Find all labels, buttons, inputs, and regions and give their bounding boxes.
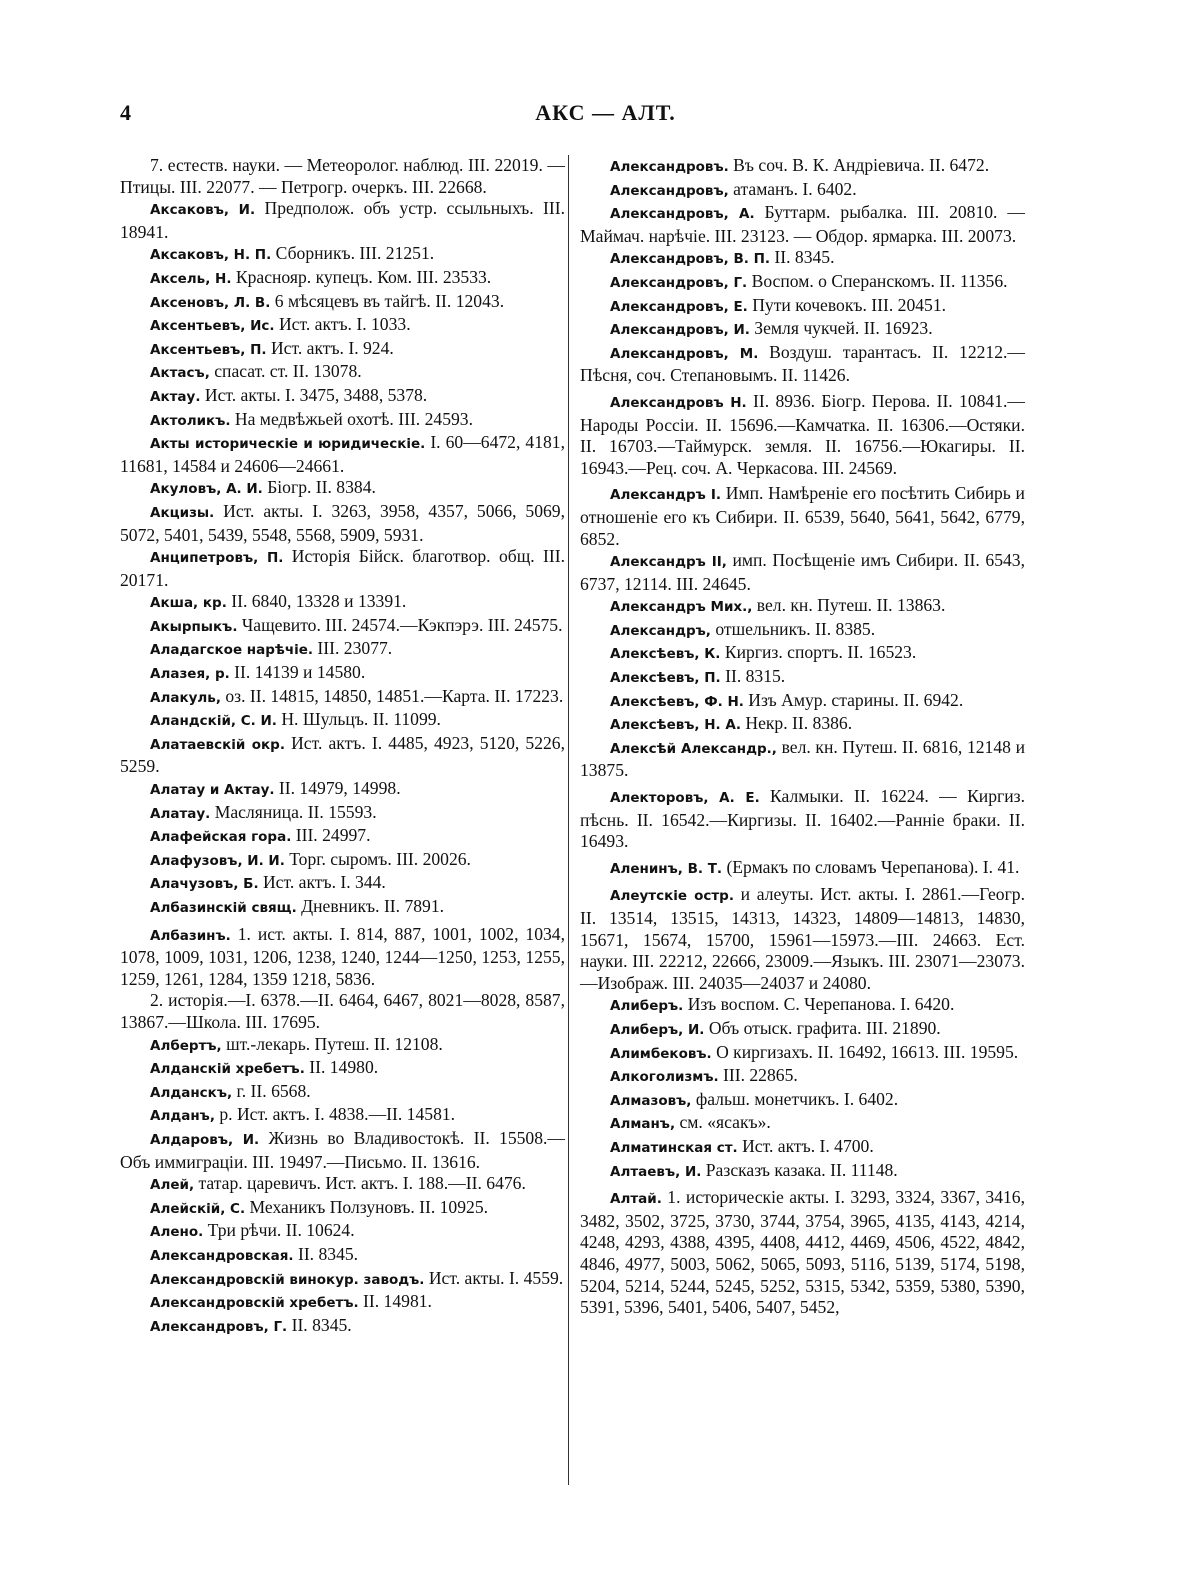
entry-headword: Александровъ Н. <box>610 394 747 411</box>
entry-text: Предполож. объ устр. ссыльныхъ. III. 18941. <box>120 198 565 242</box>
entry-text: II. 14980. <box>304 1057 379 1078</box>
index-entry <box>120 924 565 991</box>
entry-headword: Александровъ, И. <box>610 322 750 339</box>
entry-headword: Алдаровъ, И. <box>150 1131 260 1148</box>
entry-headword: Аксаковъ, И. <box>150 202 256 219</box>
entry-text: II. 8936. Біогр. Перова. II. 10841.—Народы Россіи. II. 15696.—Камчатка. II. 16306.—Остяки. II. 16703.—Таймурск. земля. II. 16756.—Юкагиры. II. 16943.—Рец. соч. А. Черкасова. III. 24569. <box>580 390 1026 478</box>
entry-text: и алеуты. Ист. акты. I. 2861.—Геогр. II. 13514, 13515, 14313, 14323, 14809—14813, 14830, 15671, 15674, 15700, 15961—15973.—III. 24663. Ест. науки. III. 22212, 22666, 23009.—Языкъ. III. 23071—23073.—Изображ. III. 24035—24037 и 24080. <box>580 884 1025 993</box>
entry-text: II. 8345. <box>293 1243 359 1264</box>
entry-headword: Александровъ, А. <box>610 206 755 223</box>
index-entry <box>580 713 1025 737</box>
entry-headword: Алачузовъ, Б. <box>150 876 259 893</box>
entry-text: татар. царевичъ. Ист. актъ. I. 188.—II. 6476. <box>194 1173 526 1194</box>
entry-headword: Алтай. <box>610 1191 662 1208</box>
entry-text: 1. историческіе акты. I. 3293, 3324, 3367, 3416, 3482, 3502, 3725, 3730, 3744, 3754, 3965, 4135, 4143, 4214, 4248, 4293, 4388, 4395, 4408, 4412, 4469, 4506, 4522, 4842, 4846, 4977, 5003, 5062, 5065, 5093, 5116, 5139, 5174, 5198, 5204, 5214, 5244, 5245, 5252, 5315, 5342, 5359, 5380, 5390, 5391, 5396, 5401, 5406, 5407, 5452, <box>580 1187 1025 1318</box>
entry-headword: Александровъ. <box>610 159 729 175</box>
index-entry <box>120 267 565 291</box>
index-entry <box>120 1057 565 1081</box>
entry-text: р. Ист. актъ. I. 4838.—II. 14581. <box>214 1104 456 1125</box>
entry-text: см. «ясакъ». <box>675 1112 771 1133</box>
entry-headword: Алафузовъ, И. И. <box>150 852 285 869</box>
right-column <box>580 155 1025 1319</box>
entry-headword: Алеутскіе остр. <box>610 888 734 905</box>
index-entry <box>580 884 1025 994</box>
index-entry <box>120 501 565 546</box>
entry-text: Киргиз. спортъ. II. 16523. <box>720 642 917 663</box>
entry-headword: Актоликъ. <box>150 412 231 429</box>
entry-text: отшельникъ. II. 8385. <box>710 618 876 639</box>
entry-text: оз. II. 14815, 14850, 14851.—Карта. II. 17223. <box>220 685 564 706</box>
entry-headword: Аксентьевъ, Ис. <box>150 318 275 335</box>
entry-headword: Алексѣевъ, К. <box>610 646 721 663</box>
entry-headword: Алкоголизмъ. <box>610 1069 719 1086</box>
index-entry <box>580 994 1025 1018</box>
entry-headword: Алматинская ст. <box>610 1139 738 1156</box>
index-entry <box>120 1291 565 1315</box>
entry-headword: Александровъ, В. П. <box>610 251 770 268</box>
entry-headword: Алено. <box>150 1224 204 1241</box>
entry-headword: Алмазовъ, <box>610 1092 692 1109</box>
index-entry <box>120 361 565 385</box>
entry-text: имп. Посѣщеніе имъ Сибири. II. 6543, 6737, 12114. III. 24645. <box>580 550 1025 594</box>
index-entry <box>120 243 565 267</box>
entry-text: Калмыки. II. 16224. — Киргиз. пѣснь. II. 16542.—Киргизы. II. 16402.—Ранніе браки. II. 16493. <box>580 786 1025 852</box>
entry-text: Пути кочевокъ. III. 20451. <box>747 294 947 315</box>
entry-text: II. 14981. <box>358 1291 432 1312</box>
entry-headword: Анципетровъ, П. <box>150 550 284 567</box>
entry-headword: Актау. <box>150 388 201 405</box>
entry-headword: Александровскій хребетъ. <box>150 1295 359 1312</box>
entry-text: I. 60—6472, 4181, 11681, 14584 и 24606—24661. <box>120 432 565 476</box>
entry-headword: Актасъ, <box>150 365 210 382</box>
entry-text: Сборникъ. III. 21251. <box>271 243 435 264</box>
column-divider <box>568 155 569 1485</box>
entry-headword: Алафейская гора. <box>150 829 292 846</box>
entry-text: г. II. 6568. <box>232 1080 311 1101</box>
index-entry <box>120 733 565 778</box>
index-entry <box>120 615 565 639</box>
index-entry <box>120 198 565 243</box>
entry-headword: Алманъ, <box>610 1116 676 1133</box>
entry-text: III. 22865. <box>718 1065 798 1086</box>
page-number: 4 <box>120 100 131 125</box>
entry-headword: Александровъ, <box>610 182 729 199</box>
entry-text: Краснояр. купецъ. Ком. III. 23533. <box>231 266 492 287</box>
index-entry <box>580 247 1025 271</box>
entry-headword: Алимбековъ. <box>610 1045 712 1062</box>
index-entry <box>580 619 1025 643</box>
index-entry <box>120 802 565 826</box>
entry-text: Ист. акты. I. 4559. <box>424 1267 564 1288</box>
index-entry <box>120 778 565 802</box>
entry-headword: Алатаевскій окр. <box>150 736 285 753</box>
index-entry <box>120 1197 565 1221</box>
entry-text: II. 8345. <box>287 1314 352 1335</box>
entry-text: 7. естеств. науки. — Метеоролог. наблюд. III. 22019. — Птицы. III. 22077. — Петрогр. очеркъ. III. 22668. <box>120 155 565 197</box>
entry-headword: Албазинъ. <box>150 927 231 944</box>
entry-headword: Алексѣй Александр., <box>610 740 777 757</box>
entry-text: II. 14139 и 14580. <box>229 662 366 683</box>
entry-text: Ист. актъ. I. 1033. <box>274 314 411 335</box>
entry-text: атаманъ. I. 6402. <box>728 178 857 199</box>
index-entry <box>580 1065 1025 1089</box>
index-entry <box>120 1081 565 1105</box>
index-entry <box>580 1136 1025 1160</box>
index-entry <box>580 1018 1025 1042</box>
index-entry <box>120 591 565 615</box>
index-entry <box>120 1244 565 1268</box>
index-entry <box>580 318 1025 342</box>
entry-headword: Алекторовъ, А. Е. <box>610 790 760 807</box>
entry-headword: Алтаевъ, И. <box>610 1163 702 1180</box>
index-entry <box>580 1112 1025 1136</box>
index-entry <box>120 1104 565 1128</box>
entry-text: Торг. сыромъ. III. 20026. <box>284 848 471 869</box>
entry-text: Земля чукчей. II. 16923. <box>749 318 933 339</box>
index-entry <box>120 409 565 433</box>
entry-text: Некр. II. 8386. <box>740 713 853 734</box>
entry-headword: Алазея, р. <box>150 666 230 683</box>
index-entry <box>120 477 565 501</box>
entry-text: Біогр. II. 8384. <box>262 477 376 498</box>
index-entry <box>580 155 1025 179</box>
entry-text: Изъ Амур. старины. II. 6942. <box>743 689 964 710</box>
entry-text: II. 6840, 13328 и 13391. <box>226 591 407 612</box>
entry-text: вел. кн. Путеш. II. 6816, 12148 и 13875. <box>580 736 1026 781</box>
entry-headword: Алатау. <box>150 805 211 822</box>
entry-text: Воздуш. тарантасъ. II. 12212.—Пѣсня, соч. Степановымъ. II. 11426. <box>580 341 1026 386</box>
entry-text: Н. Шульцъ. II. 11099. <box>276 709 441 730</box>
index-entry <box>120 896 565 920</box>
index-entry <box>120 1315 565 1339</box>
entry-text: Ист. актъ. I. 4700. <box>737 1135 874 1156</box>
index-entry <box>580 202 1025 247</box>
entry-headword: Александровъ, Е. <box>610 298 748 315</box>
entry-text: шт.-лекарь. Путеш. II. 12108. <box>221 1033 443 1054</box>
index-entry <box>580 642 1025 666</box>
entry-headword: Аксаковъ, Н. П. <box>150 247 272 264</box>
entry-headword: Алданскъ, <box>150 1084 233 1101</box>
entry-headword: Александровская. <box>150 1247 294 1264</box>
entry-text: III. 24997. <box>291 825 371 846</box>
index-entry <box>580 595 1025 619</box>
entry-text: Чащевито. III. 24574.—Кэкпэрэ. III. 24575. <box>237 614 563 635</box>
index-entry <box>120 546 565 591</box>
entry-text: II. 8315. <box>720 666 786 687</box>
entry-text: фальш. монетчикъ. I. 6402. <box>691 1088 899 1109</box>
entry-text: Механикъ Ползуновъ. II. 10925. <box>245 1196 489 1217</box>
index-entry <box>120 1268 565 1292</box>
entry-text: Три рѣчи. II. 10624. <box>203 1220 355 1241</box>
index-entry <box>580 1187 1025 1319</box>
index-entry <box>120 338 565 362</box>
entry-headword: Албазинскій свящ. <box>150 900 297 916</box>
index-entry <box>120 872 565 896</box>
entry-text: Изъ воспом. С. Черепанова. I. 6420. <box>683 994 955 1015</box>
entry-text: Исторія Бійск. благотвор. общ. III. 20171. <box>120 546 565 590</box>
entry-headword: Алиберъ, И. <box>610 1021 705 1038</box>
entry-headword: Аленинъ, В. Т. <box>610 860 723 877</box>
entry-headword: Александръ I. <box>610 487 721 504</box>
index-entry <box>120 825 565 849</box>
index-entry <box>580 1160 1025 1184</box>
entry-headword: Алиберъ. <box>610 998 684 1015</box>
entry-headword: Александръ, <box>610 622 711 639</box>
entry-headword: Акуловъ, А. И. <box>150 481 263 498</box>
entry-text: вел. кн. Путеш. II. 13863. <box>752 595 946 616</box>
entry-headword: Александръ Мих., <box>610 599 753 616</box>
index-entry <box>120 1034 565 1058</box>
entry-text: III. 23077. <box>313 638 393 659</box>
index-entry <box>120 638 565 662</box>
index-entry <box>580 342 1025 387</box>
index-entry <box>120 990 565 1033</box>
index-entry <box>580 550 1025 595</box>
entry-headword: Аксель, Н. <box>150 270 232 287</box>
entry-text: 6 мѣсяцевъ въ тайгѣ. II. 12043. <box>270 290 505 311</box>
entry-text: спасат. ст. II. 13078. <box>209 361 362 382</box>
entry-headword: Акырпыкъ. <box>150 618 238 635</box>
entry-text: О киргизахъ. II. 16492, 16613. III. 19595. <box>711 1041 1019 1062</box>
entry-text: На медвѣжьей охотѣ. III. 24593. <box>230 408 473 429</box>
entry-text: Въ соч. В. К. Андріевича. II. 6472. <box>728 155 990 175</box>
entry-headword: Алексѣевъ, П. <box>610 670 721 687</box>
index-entry <box>580 295 1025 319</box>
index-entry <box>120 155 565 198</box>
index-entry <box>580 1042 1025 1066</box>
left-column <box>120 155 565 1338</box>
entry-text: Дневникъ. II. 7891. <box>296 896 445 916</box>
entry-text: 2. исторія.—I. 6378.—II. 6464, 6467, 8021—8028, 8587, 13867.—Школа. III. 17695. <box>120 990 565 1032</box>
entry-text: Разсказъ казака. II. 11148. <box>701 1159 898 1180</box>
index-entry <box>120 432 565 477</box>
entry-headword: Алексѣевъ, Н. А. <box>610 717 741 734</box>
index-entry <box>580 786 1025 853</box>
entry-headword: Александръ II, <box>610 554 727 571</box>
index-entry <box>580 179 1025 203</box>
entry-headword: Александровъ, Г. <box>150 1318 288 1335</box>
index-entry <box>580 483 1025 550</box>
index-entry <box>580 666 1025 690</box>
index-entry <box>580 690 1025 714</box>
entry-headword: Алатау и Актау. <box>150 782 275 799</box>
index-entry <box>120 385 565 409</box>
entry-headword: Алексѣевъ, Ф. Н. <box>610 693 744 710</box>
entry-text: Ист. акты. I. 3263, 3958, 4357, 5066, 5069, 5072, 5401, 5439, 5548, 5568, 5909, 5931. <box>120 500 565 545</box>
entry-text: Воспом. о Сперанскомъ. II. 11356. <box>747 270 1008 291</box>
entry-text: Буттарм. рыбалка. III. 20810. — Маймач. нарѣчіе. III. 23123. — Обдор. ярмарка. III. 20073. <box>580 202 1025 246</box>
entry-headword: Алей, <box>150 1177 195 1194</box>
index-entry <box>120 314 565 338</box>
index-entry <box>120 1220 565 1244</box>
index-entry <box>120 662 565 686</box>
entry-text: Ист. актъ. I. 924. <box>266 337 394 358</box>
entry-text: Ист. актъ. I. 4485, 4923, 5120, 5226, 5259. <box>120 732 565 777</box>
entry-headword: Акты историческіе и юридическіе. <box>150 436 426 453</box>
index-entry <box>580 857 1025 881</box>
entry-text: Ист. актъ. I. 344. <box>258 872 386 893</box>
entry-text: 1. ист. акты. I. 814, 887, 1001, 1002, 1034, 1078, 1009, 1031, 1206, 1238, 1240, 1244—1250, 1253, 1255, 1259, 1261, 1284, 1359 1218, 5836. <box>120 923 565 989</box>
entry-headword: Акша, кр. <box>150 595 227 612</box>
entry-text: Имп. Намѣреніе его посѣтить Сибирь и отношеніе его къ Сибири. II. 6539, 5640, 5641, 5642, 6779, 6852. <box>580 483 1025 549</box>
index-entry <box>580 737 1025 782</box>
entry-text: II. 8345. <box>770 247 835 268</box>
index-entry <box>580 391 1025 479</box>
index-entry <box>120 291 565 315</box>
entry-headword: Александровскій винокур. заводъ. <box>150 1271 425 1288</box>
entry-headword: Александровъ, Г. <box>610 274 748 291</box>
entry-headword: Аландскій, С. И. <box>150 713 277 730</box>
entry-text: Масляница. II. 15593. <box>210 801 377 822</box>
entry-text: Ист. акты. I. 3475, 3488, 5378. <box>200 384 428 405</box>
entry-headword: Алакуль, <box>150 689 221 706</box>
index-entry <box>120 686 565 710</box>
entry-text: (Ермакъ по словамъ Черепанова). I. 41. <box>722 856 1020 877</box>
entry-text: Объ отыск. графита. III. 21890. <box>704 1017 941 1038</box>
entry-headword: Аксентьевъ, П. <box>150 341 267 358</box>
index-entry <box>120 849 565 873</box>
entry-headword: Албертъ, <box>150 1037 222 1054</box>
running-head: АКС — АЛТ. <box>535 100 676 125</box>
entry-headword: Алданъ, <box>150 1108 215 1125</box>
index-entry <box>580 271 1025 295</box>
index-entry <box>580 1089 1025 1113</box>
index-entry <box>120 1128 565 1173</box>
entry-headword: Александровъ, М. <box>610 345 759 362</box>
entry-headword: Аксеновъ, Л. В. <box>150 294 271 311</box>
entry-headword: Аладагское нарѣчіе. <box>150 642 314 659</box>
entry-headword: Алейскій, С. <box>150 1200 246 1217</box>
entry-text: Жизнь во Владивостокѣ. II. 15508.—Объ иммиграціи. III. 19497.—Письмо. II. 13616. <box>120 1127 565 1172</box>
entry-headword: Алданскій хребетъ. <box>150 1061 305 1078</box>
entry-text: II. 14979, 14998. <box>274 778 401 799</box>
index-entry <box>120 709 565 733</box>
entry-headword: Акцизы. <box>150 504 215 521</box>
index-entry <box>120 1173 565 1197</box>
